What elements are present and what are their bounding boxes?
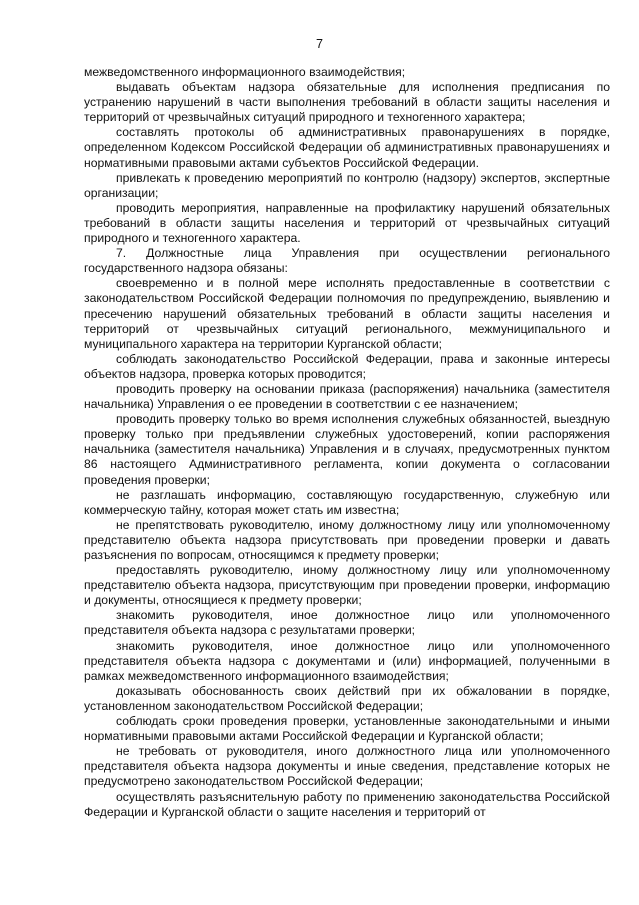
page-body [84,65,610,820]
paragraph: своевременно и в полной мере исполнять предоставленные в соответствии с законодательством Российской Федерации полномочия по предупреждению, выявлению и пресечению нарушений обязательных требований в области защиты населения и территорий от чрезвычайных ситуаций регионального, межмуниципального и муниципального характера на территории Курганской области; [84,276,610,351]
paragraph: проводить мероприятия, направленные на профилактику нарушений обязательных требований в области защиты населения и территорий от чрезвычайных ситуаций природного и техногенного характера. [84,200,610,246]
paragraph: соблюдать сроки проведения проверки, установленные законодательными и иными нормативными правовыми актами Российской Федерации и Курганской области; [84,714,610,744]
paragraph: соблюдать законодательство Российской Федерации, права и законные интересы объектов надзора, проверка которых проводится; [84,351,610,381]
paragraph: составлять протоколы об административных правонарушениях в порядке, определенном Кодексом Российской Федерации об административных правонарушениях и нормативными правовыми актами субъектов Российской Федерации. [84,125,610,170]
section-paragraph: 7. Должностные лица Управления при осуществлении регионального государственного надзора обязаны: [84,246,610,276]
paragraph: проводить проверку на основании приказа (распоряжения) начальника (заместителя начальника) Управления о ее проведении в соответствии с ее назначением; [84,381,610,412]
paragraph: не препятствовать руководителю, иному должностному лицу или уполномоченному представителю объекта надзора присутствовать при проведении проверки и давать разъяснения по вопросам, относящимся к предмету проверки; [84,517,610,562]
paragraph: не разглашать информацию, составляющую государственную, служебную или коммерческую тайну, которая может стать им известна; [84,487,610,517]
paragraph: доказывать обоснованность своих действий при их обжаловании в порядке, установленном законодательством Российской Федерации; [84,683,610,713]
paragraph: знакомить руководителя, иное должностное лицо или уполномоченного представителя объекта надзора с результатами проверки; [84,608,610,638]
paragraph: проводить проверку только во время исполнения служебных обязанностей, выездную проверку только при предъявлении служебных удостоверений, копии распоряжения начальника (заместителя начальника) Управления и в случаях, предусмотренных пунктом 86 настоящего Административного регламента, копии документа о согласовании проведения проверки; [84,412,610,487]
paragraph: выдавать объектам надзора обязательные для исполнения предписания по устранению нарушений в части выполнения требований в области защиты населения и территорий от чрезвычайных ситуаций природного и техногенного характера; [84,80,610,125]
page-number: 7 [315,37,323,51]
paragraph-continuation: межведомственного информационного взаимодействия; [84,65,406,79]
paragraph: привлекать к проведению мероприятий по контролю (надзору) экспертов, экспертные организации; [84,170,610,200]
paragraph: осуществлять разъяснительную работу по применению законодательства Российской Федерации и Курганской области о защите населения и территорий от [84,789,610,819]
paragraph: знакомить руководителя, иное должностное лицо или уполномоченного представителя объекта надзора с документами и (или) информацией, полученными в рамках межведомственного информационного взаимодействия; [84,638,610,683]
paragraph: предоставлять руководителю, иному должностному лицу или уполномоченному представителю объекта надзора, присутствующим при проведении проверки, информацию и документы, относящиеся к предмету проверки; [84,563,610,608]
paragraph: не требовать от руководителя, иного должностного лица или уполномоченного представителя объекта надзора документы и иные сведения, представление которых не предусмотрено законодательством Российской Федерации; [84,744,610,789]
